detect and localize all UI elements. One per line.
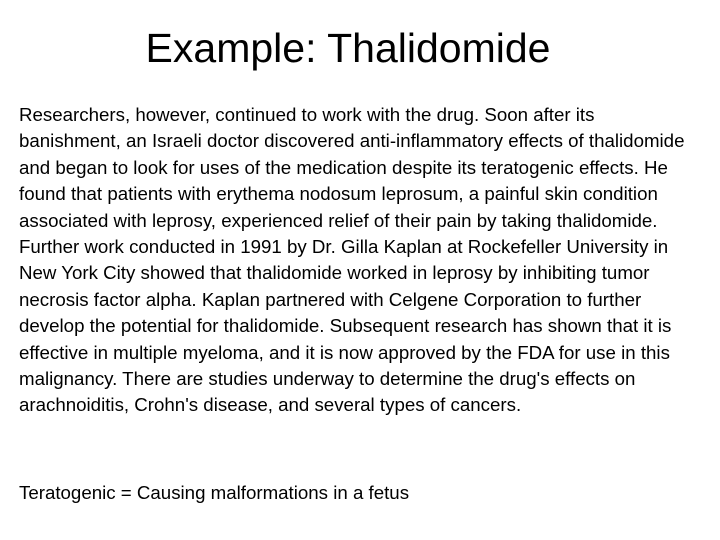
definition-note: Teratogenic = Causing malformations in a fetus (19, 482, 410, 503)
body-paragraph: Researchers, however, continued to work with the drug. Soon after its banishment, an Israeli doctor discovered anti-inflammatory effects of thalidomide and began to look for uses of the medication despite its teratogenic effects. He found that patients with erythema nodosum leprosum, a painful skin condition associated with leprosy, experienced relief of their pain by taking thalidomide. Further work conducted in 1991 by Dr. Gilla Kaplan at Rockefeller University in New York City showed that thalidomide worked in leprosy by inhibiting tumor necrosis factor alpha. Kaplan partnered with Celgene Corporation to further develop the potential for thalidomide. Subsequent research has shown that it is effective in multiple myeloma, and it is now approved by the FDA for use in this malignancy. There are studies underway to determine the drug's effects on arachnoiditis, Crohn's disease, and several types of cancers. (19, 104, 685, 416)
slide-title: Example: Thalidomide (145, 25, 551, 71)
